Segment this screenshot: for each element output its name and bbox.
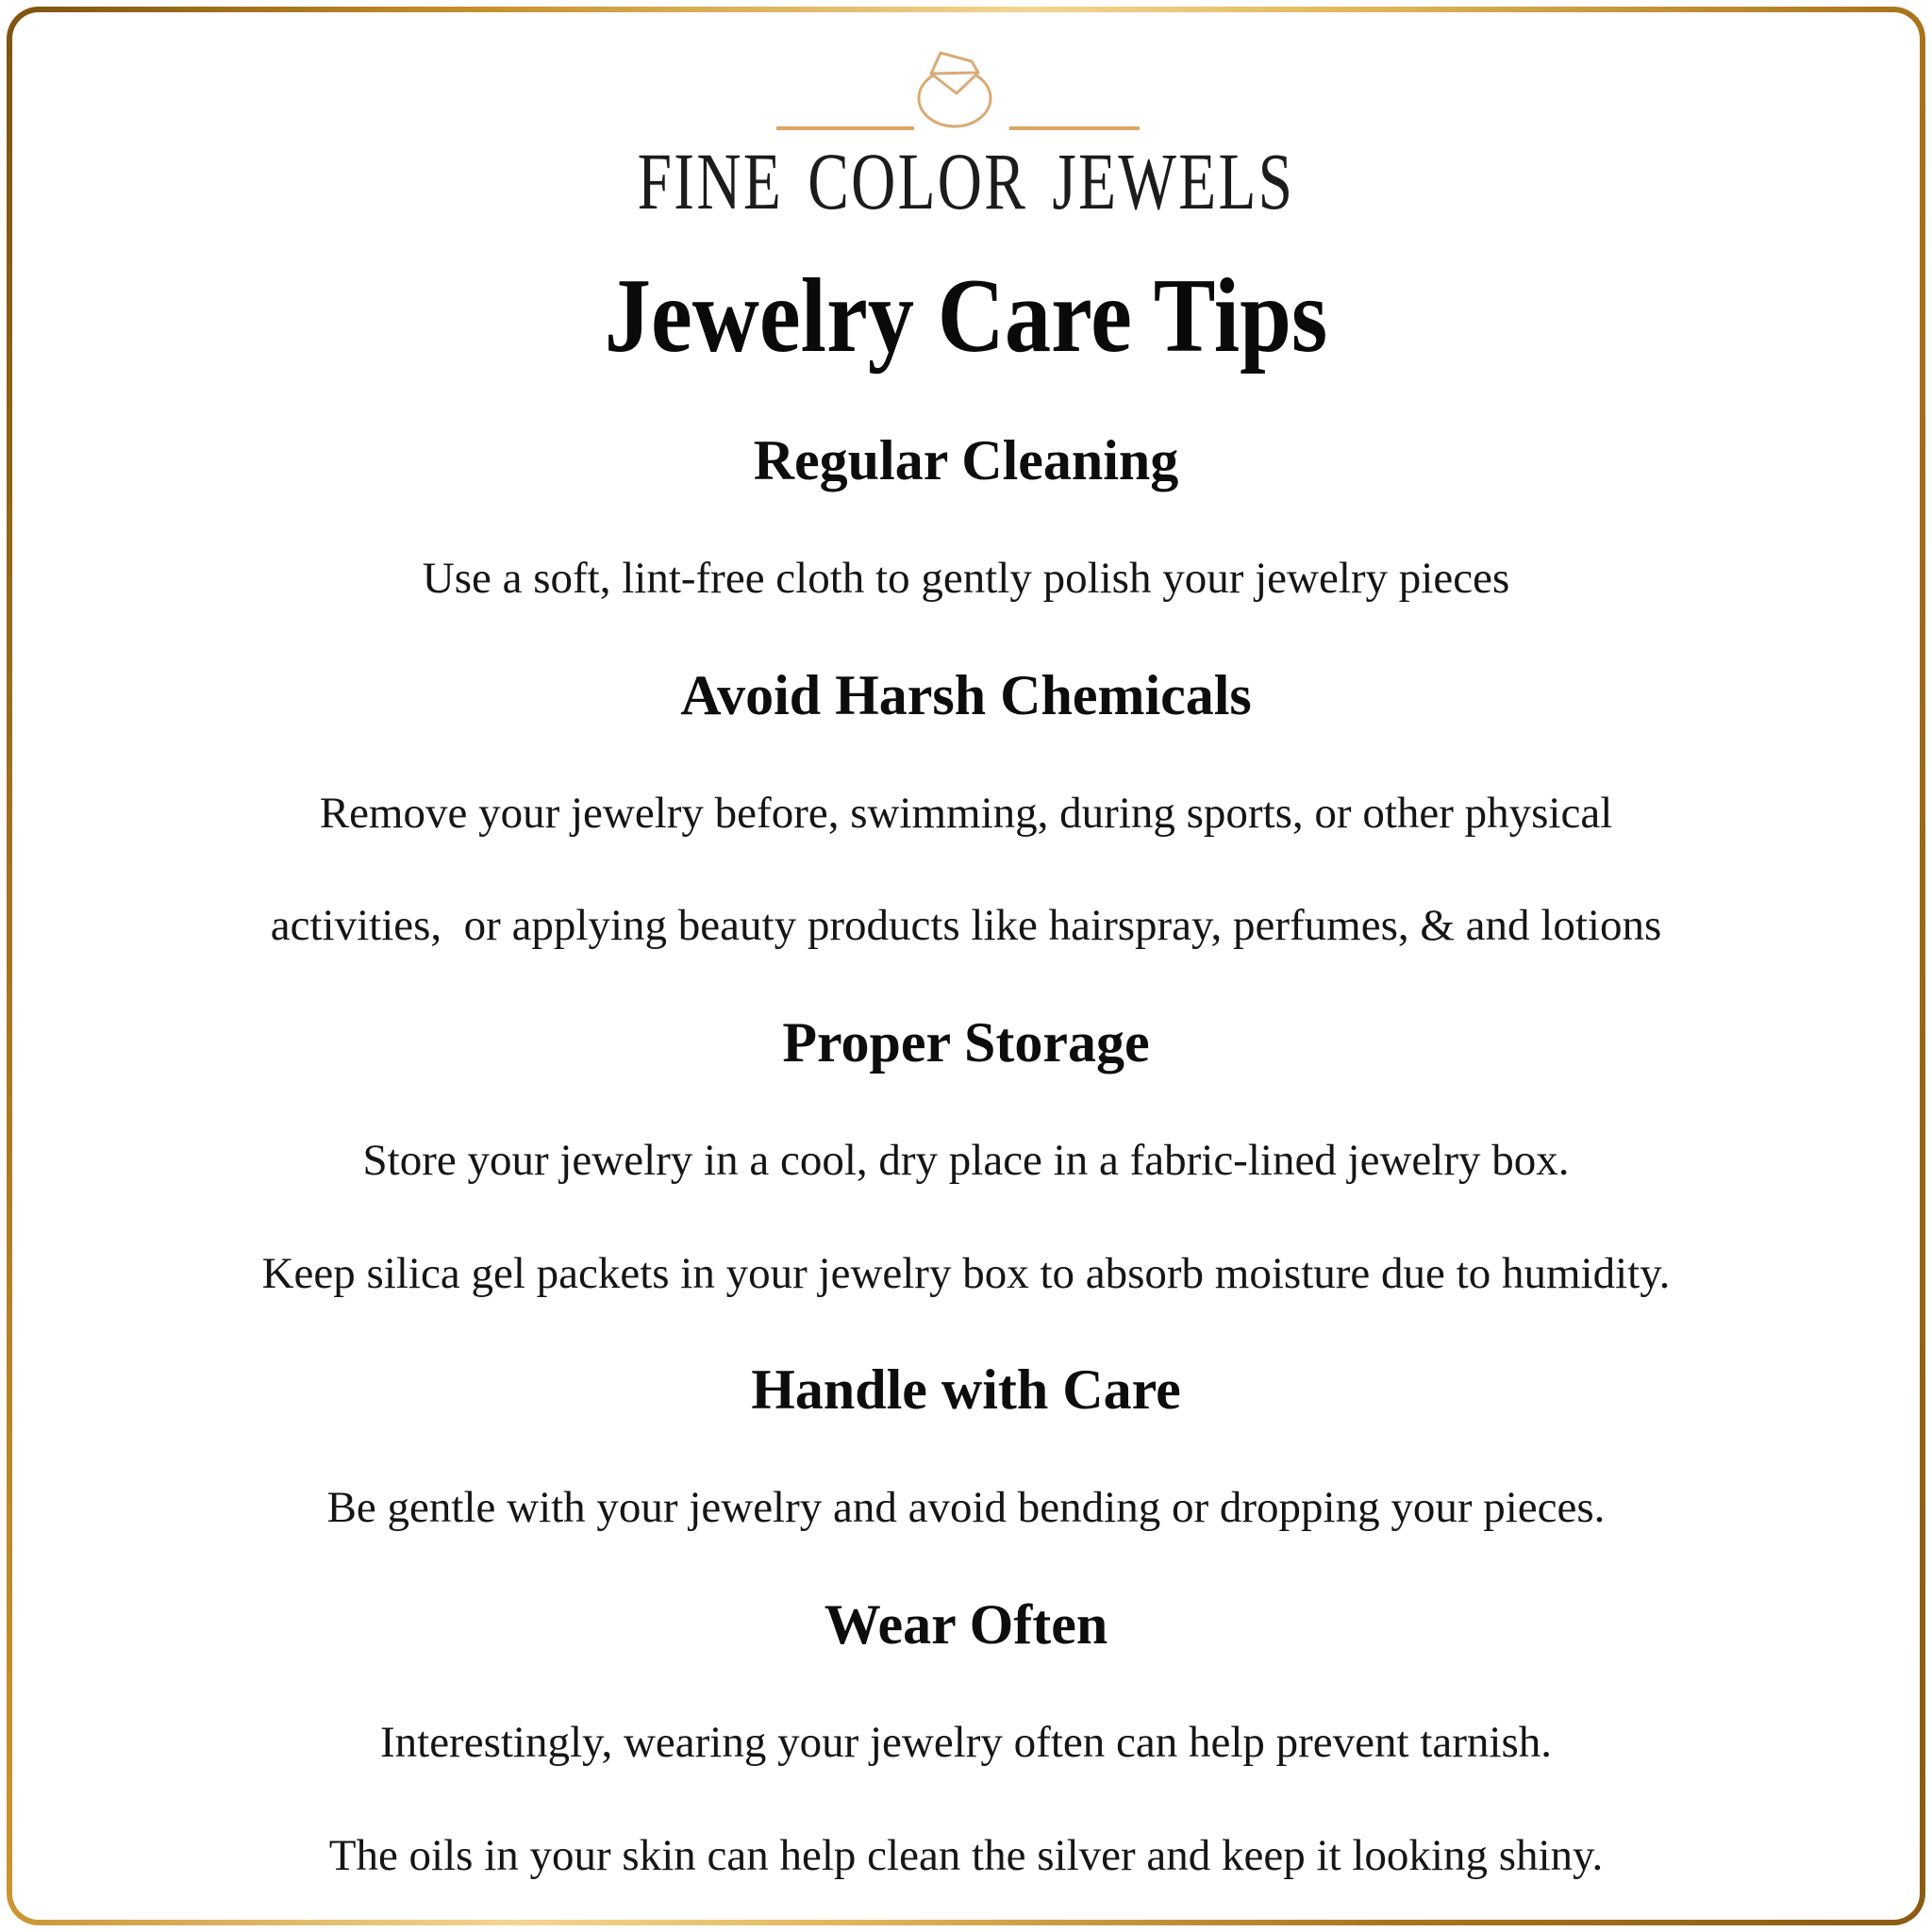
section-heading: Avoid Harsh Chemicals xyxy=(680,663,1252,726)
section-proper-storage xyxy=(12,1013,1920,1298)
section-handle-with-care xyxy=(12,1360,1920,1533)
section-heading: Regular Cleaning xyxy=(753,429,1179,491)
section-line: Interestingly, wearing your jewelry often can help prevent tarnish. xyxy=(379,1718,1552,1768)
section-heading: Wear Often xyxy=(824,1593,1108,1657)
section-line: activities, or applying beauty products like hairspray, perfumes, & and lotions xyxy=(270,901,1662,951)
page-title: Jewelry Care Tips xyxy=(604,258,1328,375)
brand-name: FINE COLOR JEWELS xyxy=(637,136,1295,226)
brand-logo xyxy=(12,37,1920,137)
section-heading: Handle with Care xyxy=(751,1358,1181,1422)
section-line: The oils in your skin can help clean the silver and keep it looking shiny. xyxy=(328,1830,1604,1880)
section-line: Store your jewelry in a cool, dry place in a fabric-lined jewelry box. xyxy=(362,1136,1570,1186)
section-line: Use a soft, lint-free cloth to gently polish your jewelry pieces xyxy=(422,554,1510,603)
section-line: Keep silica gel packets in your jewelry box to absorb moisture due to humidity. xyxy=(261,1248,1671,1298)
care-tips-card xyxy=(12,12,1920,1920)
diamond-ring-icon xyxy=(768,37,1164,137)
section-regular-cleaning xyxy=(12,431,1920,604)
section-wear-often xyxy=(12,1595,1920,1880)
section-line: Remove your jewelry before, swimming, during sports, or other physical xyxy=(319,788,1613,838)
section-avoid-harsh-chemicals xyxy=(12,663,1920,951)
section-line: Be gentle with your jewelry and avoid bending or dropping your pieces. xyxy=(326,1483,1606,1533)
section-heading: Proper Storage xyxy=(782,1011,1150,1074)
